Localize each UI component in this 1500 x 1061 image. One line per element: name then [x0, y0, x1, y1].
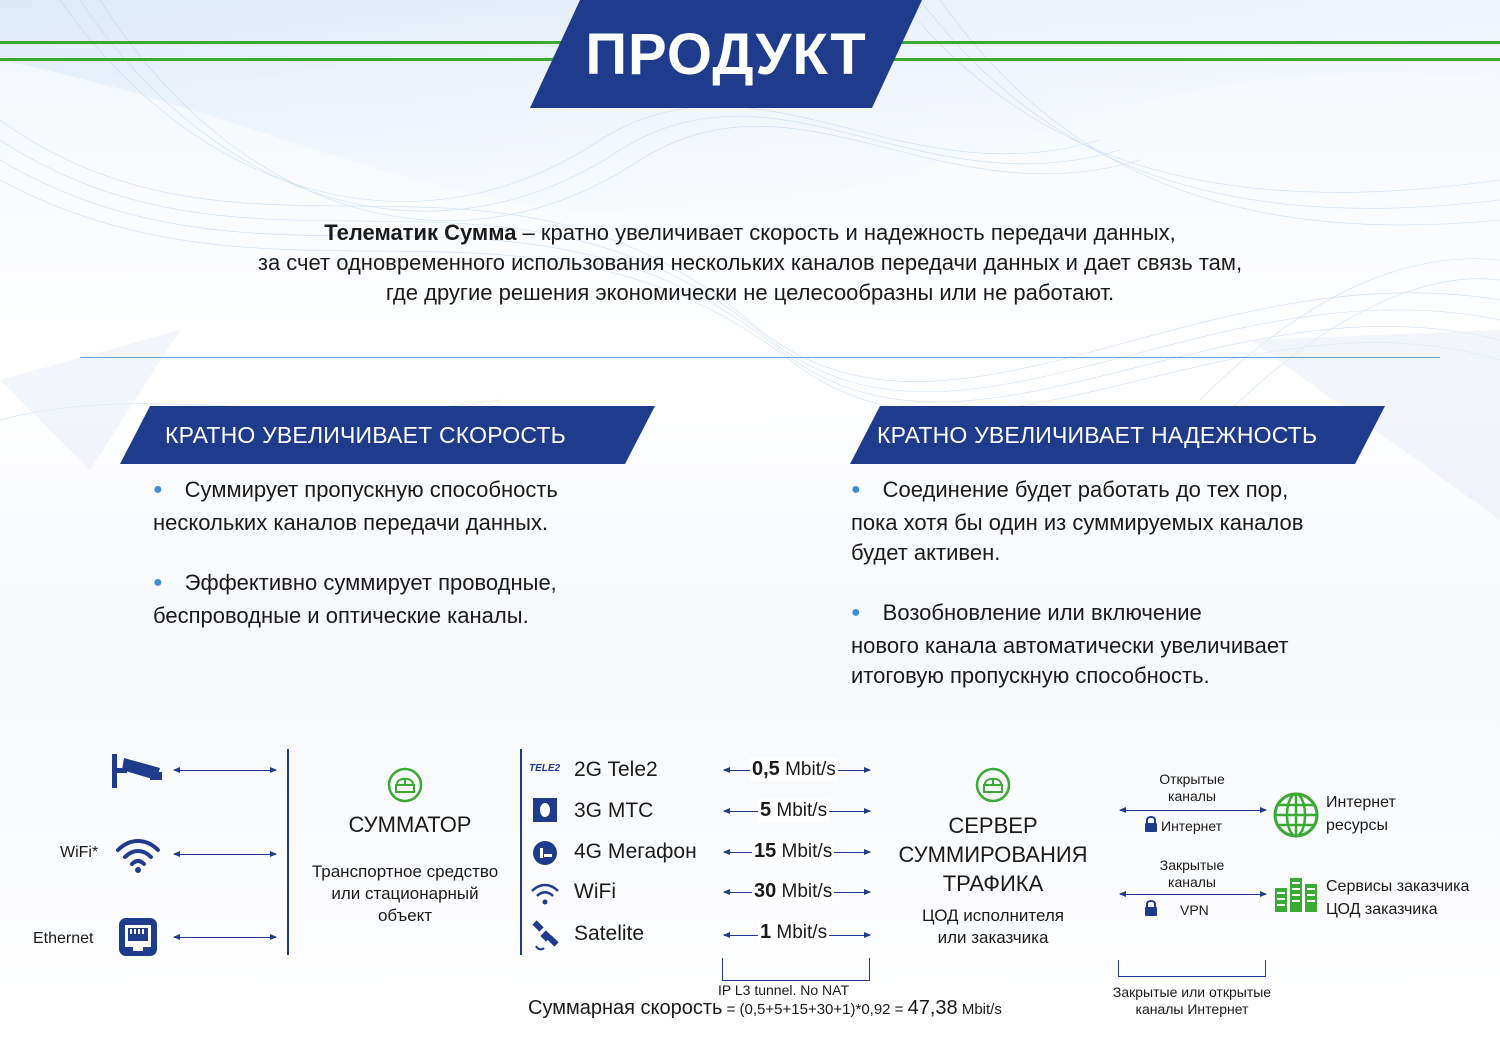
brand-name: Телематик Сумма	[324, 220, 517, 245]
speed-satellite: 1 Mbit/s	[760, 921, 828, 943]
internet-resources-label: Интернет ресурсы	[1326, 794, 1396, 834]
channels-bracket	[1118, 960, 1266, 977]
total-speed: Суммарная скорость = (0,5+5+15+30+1)*0,92 = 47,38 Mbit/s	[528, 997, 1002, 1019]
satellite-icon	[530, 920, 562, 952]
speed-bullet-2: ● Эффективно суммирует проводные, беспроводные и оптические каналы.	[153, 570, 557, 628]
page-title: ПРОДУКТ	[585, 21, 867, 87]
ethernet-label: Ethernet	[33, 930, 94, 947]
speed-wifi: 30 Mbit/s	[754, 880, 833, 902]
server-rack-icon	[1273, 876, 1319, 914]
camera-icon	[110, 750, 164, 792]
ethernet-arrow	[174, 937, 276, 938]
megafon-logo-icon	[532, 840, 558, 866]
open-channels-label: Открытые каналы	[1159, 771, 1225, 804]
server-router-icon	[974, 766, 1012, 804]
wifi-channel-icon	[530, 882, 560, 906]
channel-name-wifi: WiFi	[574, 880, 616, 903]
tunnel-label: IP L3 tunnel. No NAT	[718, 982, 849, 998]
open-channels-arrow	[1120, 810, 1266, 811]
server-desc: ЦОД исполнителя или заказчика	[922, 906, 1064, 947]
server-title: СЕРВЕР СУММИРОВАНИЯ ТРАФИКА	[898, 813, 1088, 896]
speed-bullet-1: ● Суммирует пропускную способность нескольких каналов передачи данных.	[153, 477, 558, 535]
tele2-logo: TELE2	[529, 763, 561, 774]
speed-title: КРАТНО УВЕЛИЧИВАЕТ СКОРОСТЬ	[165, 421, 566, 448]
customer-services-label: Сервисы заказчика ЦОД заказчика	[1326, 878, 1470, 918]
channels-footer-label: Закрытые или открытые каналы Интернет	[1112, 984, 1272, 1017]
channel-name-satellite: Satelite	[574, 922, 645, 945]
wifi-input-arrow	[174, 854, 276, 855]
speed-megafon: 15 Mbit/s	[754, 840, 833, 862]
speed-bullets	[153, 475, 558, 661]
summator-desc: Транспортное средство или стационарный объект	[311, 862, 499, 925]
camera-arrow	[174, 770, 276, 771]
lock-icon-open	[1144, 815, 1158, 833]
closed-channels-arrow	[1120, 894, 1266, 895]
channel-name-mts: 3G МТС	[574, 799, 654, 822]
divider	[80, 357, 1440, 358]
ethernet-icon	[117, 916, 159, 958]
reliability-bullet-2: ● Возобновление или включение нового канала автоматически увеличивает итоговую пропускную способность.	[851, 600, 1289, 688]
summator-title: СУММАТОР	[348, 812, 472, 837]
tunnel-bracket	[722, 958, 870, 981]
closed-channels-lock-label: VPN	[1180, 902, 1209, 918]
wifi-input-label: WiFi*	[60, 844, 99, 861]
speed-mts: 5 Mbit/s	[760, 799, 828, 821]
channel-name-megafon: 4G Мегафон	[574, 840, 697, 863]
channels-bus-line	[520, 749, 522, 955]
intro-text: Телематик Сумма – кратно увеличивает скорость и надежность передачи данных, за счет одновременного использования нескольких каналов передачи данных и дает связь там, где другие решения экономически не целесообразны или не работают.	[257, 220, 1243, 305]
speed-tele2: 0,5 Mbit/s	[752, 758, 836, 780]
router-icon	[386, 766, 424, 804]
lock-icon-vpn	[1144, 899, 1158, 917]
open-channels-lock-label: Интернет	[1161, 818, 1223, 834]
channel-name-tele2: 2G Tele2	[574, 758, 658, 781]
closed-channels-label: Закрытые каналы	[1159, 857, 1225, 890]
mts-logo-icon	[532, 797, 558, 823]
reliability-bullets	[851, 475, 1303, 721]
inputs-bus-line	[287, 749, 289, 955]
reliability-title: КРАТНО УВЕЛИЧИВАЕТ НАДЕЖНОСТЬ	[877, 421, 1318, 448]
reliability-bullet-1: ● Соединение будет работать до тех пор, пока хотя бы один из суммируемых каналов будет активен.	[851, 477, 1304, 565]
globe-icon	[1272, 791, 1320, 839]
wifi-icon	[114, 836, 162, 874]
